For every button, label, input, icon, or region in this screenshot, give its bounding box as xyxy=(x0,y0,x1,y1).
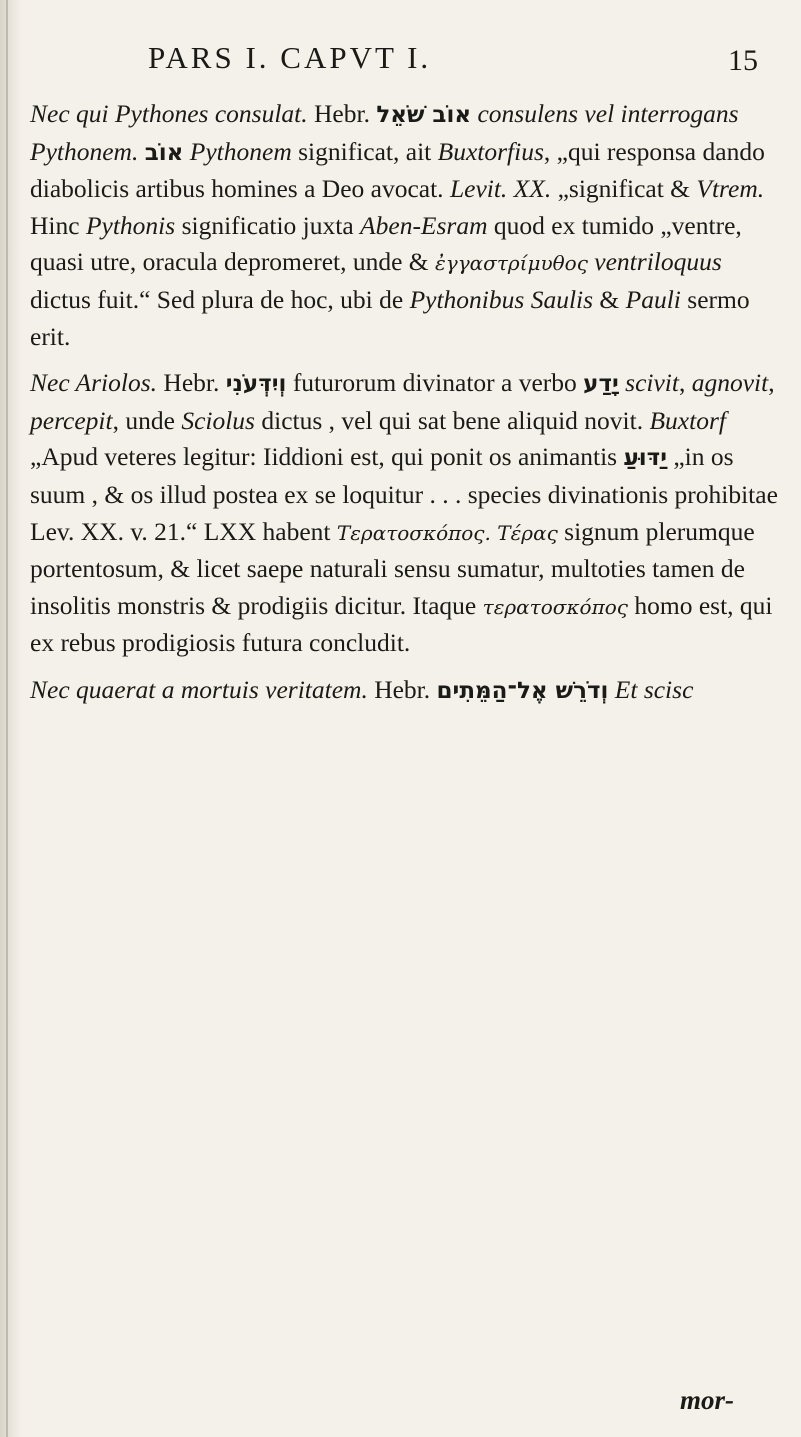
text-run: Hebr. xyxy=(157,368,226,398)
text-run: quod ex tumido „ventre, quasi utre, oracula depromeret, unde & xyxy=(30,210,742,277)
text-run: , „qui responsa dando diabolicis artibus homines a Deo avocat. xyxy=(30,136,765,204)
hebrew-term: וְדֹרֵשׁ אֶל־הַמֵּתִים xyxy=(436,677,609,704)
lemma-heading: Nec qui Pythones consulat. xyxy=(30,99,308,128)
running-head: PARS I. CAPVT I. xyxy=(148,40,432,75)
text-run: „significat & xyxy=(551,174,697,204)
text-run: Et scisc xyxy=(608,674,694,704)
text-run: Buxtorfius xyxy=(437,136,544,166)
lemma-heading: Nec quaerat a mortuis veritatem. xyxy=(30,674,368,704)
hebrew-term: יַדּוּעַ xyxy=(623,445,667,472)
greek-term: ἐγγαστρίμυθος xyxy=(435,251,588,276)
text-run: Levit. XX. xyxy=(449,174,552,204)
hebrew-term: אוֹב שֹׁאֵל xyxy=(376,102,472,128)
catchword: mor- xyxy=(680,1385,734,1415)
page-number: 15 xyxy=(728,44,758,77)
text-run: Hebr. xyxy=(367,674,437,704)
commentary-paragraph xyxy=(30,96,778,355)
text-run: „in os suum , & os illud postea ex se loquitur . . . species divinationis prohibitae Lev. XX. v. 21.“ LXX habent xyxy=(30,442,778,546)
greek-term: Τερατοσκόπος. xyxy=(336,520,491,545)
text-run: homo est, qui ex rebus prodigiosis futura concludit. xyxy=(30,590,773,658)
text-run: Buxtorf xyxy=(649,405,726,435)
greek-term: Τέρας xyxy=(497,520,558,545)
text-run: signum plerumque portentosum, & licet saepe naturali sensu sumatur, multoties tamen de insolitis monstris & prodigiis dicitur. Itaque xyxy=(30,516,755,620)
hebrew-term: יָדַע xyxy=(583,371,619,398)
text-run: Pythonis xyxy=(85,210,176,240)
text-run: , xyxy=(678,368,692,398)
commentary-paragraph xyxy=(30,672,778,710)
text-run: „Apud veteres legitur: Iiddioni est, qui ponit os animantis xyxy=(30,442,624,472)
hebrew-term: וְיִדְּעֹנִי xyxy=(225,371,287,398)
text-run: Sciolus xyxy=(181,405,255,435)
commentary-paragraph xyxy=(30,365,778,662)
text-run: Hinc xyxy=(30,210,86,240)
text-run: percepit xyxy=(30,405,113,435)
text-run: & xyxy=(593,284,626,314)
text-run: scivit xyxy=(618,368,679,398)
lemma-heading: Nec Ariolos. xyxy=(30,368,158,398)
text-run: Vtrem. xyxy=(696,174,765,204)
text-run: , unde xyxy=(112,405,182,435)
text-run: significat, ait xyxy=(291,136,438,166)
text-run: sermo erit. xyxy=(30,284,750,351)
text-run: significatio juxta xyxy=(175,210,361,240)
text-run: dictus fuit.“ Sed plura de hoc, ubi de xyxy=(30,284,410,314)
text-run: Aben-Esram xyxy=(360,210,488,240)
text-run: agnovit xyxy=(691,368,769,398)
text-run: consulens vel interrogans Pythonem. xyxy=(30,99,739,166)
text-run: futurorum divinator a verbo xyxy=(286,368,584,398)
text-run: dictus , vel qui sat bene aliquid novit. xyxy=(254,405,650,435)
gutter-shadow-line xyxy=(6,0,8,1437)
hebrew-term: אוֹב xyxy=(144,139,184,166)
text-run: Pauli xyxy=(625,284,681,314)
text-run: Pythonem xyxy=(189,136,292,166)
text-run: ventriloquus xyxy=(587,247,722,277)
book-page xyxy=(30,0,782,1437)
text-run: , xyxy=(768,368,775,398)
body-text xyxy=(30,96,778,710)
text-run: Hebr. xyxy=(307,99,377,128)
greek-term: τερατοσκόπος xyxy=(482,594,628,619)
binding-gutter xyxy=(0,0,22,1437)
text-run: Pythonibus Saulis xyxy=(409,284,594,314)
